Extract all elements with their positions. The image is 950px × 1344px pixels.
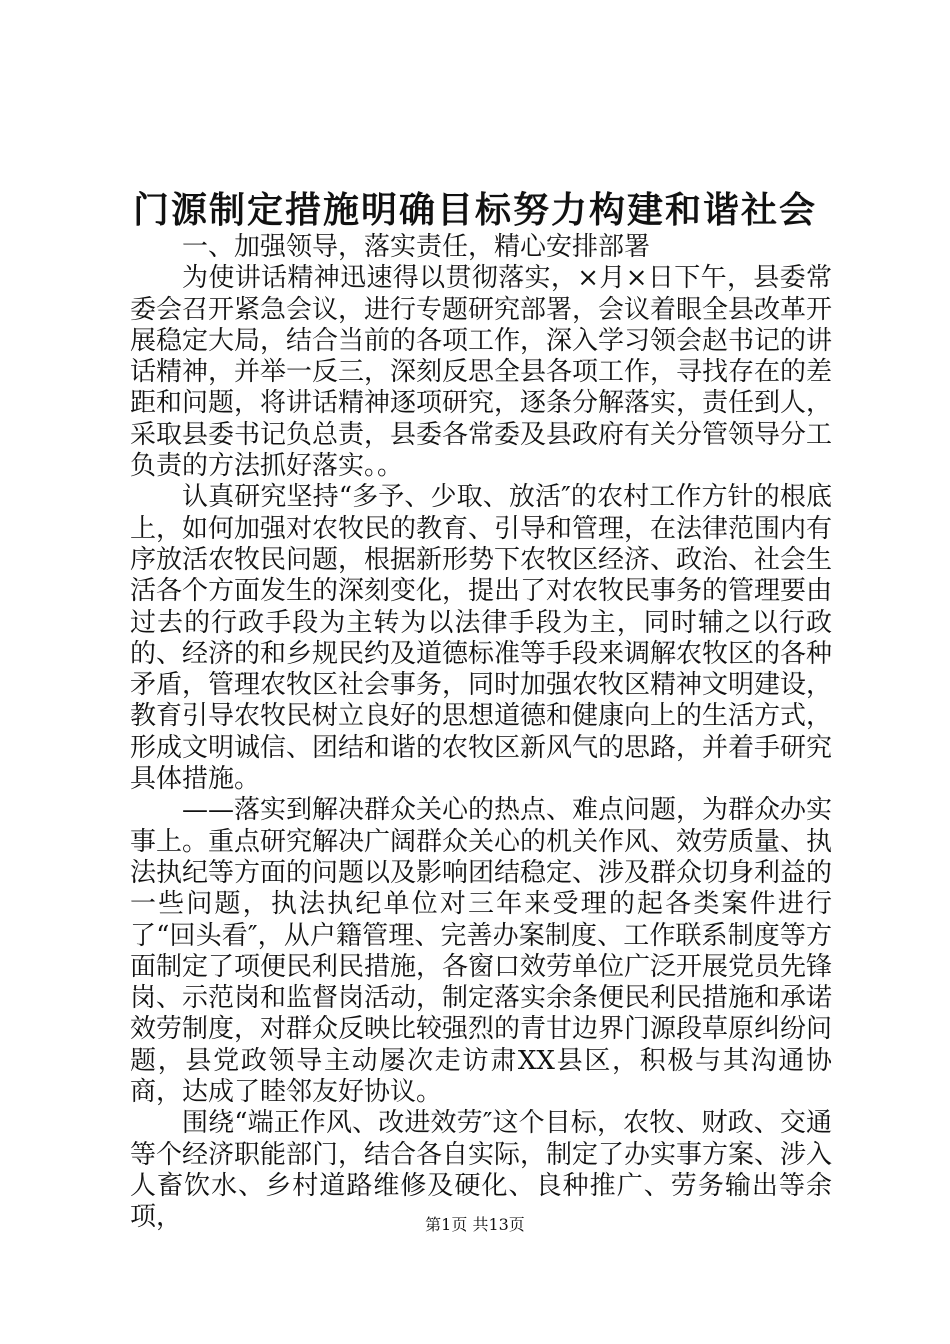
paragraph: 为使讲话精神迅速得以贯彻落实，×月×日下午，县委常委会召开紧急会议，进行专题研究部署，会议着眼全县改革开展稳定大局，结合当前的各项工作，深入学习领会赵书记的讲话精神，并举一反三，深刻反思全县各项工作，寻找存在的差距和问题，将讲话精神逐项研究，逐条分解落实，责任到人，采取县委书记负总责，县委各常委及县政府有关分管领导分工负责的方法抓好落实。。 (130, 263, 833, 482)
paragraph: 认真研究坚持“多予、少取、放活″的农村工作方针的根底上，如何加强对农牧民的教育、引导和管理，在法律范围内有序放活农牧民问题，根据新形势下农牧区经济、政治、社会生活各个方面发生的深刻变化，提出了对农牧民事务的管理要由过去的行政手段为主转为以法律手段为主，同时辅之以行政的、经济的和乡规民约及道德标准等手段来调解农牧区的各种矛盾，管理农牧区社会事务，同时加强农牧区精神文明建设，教育引导农牧民树立良好的思想道德和健康向上的生活方式，形成文明诚信、团结和谐的农牧区新风气的思路，并着手研究具体措施。 (130, 482, 833, 795)
paragraph: ——落实到解决群众关心的热点、难点问题，为群众办实事上。重点研究解决广阔群众关心的机关作风、效劳质量、执法执纪等方面的问题以及影响团结稳定、涉及群众切身利益的一些问题，执法执纪单位对三年来受理的起各类案件进行了“回头看″，从户籍管理、完善办案制度、工作联系制度等方面制定了项便民利民措施，各窗口效劳单位广泛开展党员先锋岗、示范岗和监督岗活动，制定落实余条便民利民措施和承诺效劳制度，对群众反映比较强烈的青甘边界门源段草原纠纷问题，县党政领导主动屡次走访肃XX县区，积极与其沟通协商，达成了睦邻友好协议。 (130, 795, 833, 1108)
paragraph: 围绕“端正作风、改进效劳″这个目标，农牧、财政、交通等个经济职能部门，结合各自实际，制定了办实事方案、涉入人畜饮水、乡村道路维修及硬化、良种推广、劳务输出等余项， (130, 1108, 833, 1233)
page-footer (0, 1214, 950, 1236)
document-title: 门源制定措施明确目标努力构建和谐社会 (132, 189, 817, 231)
page-indicator: 第1页 共13页 (425, 1215, 525, 1234)
document-body (130, 232, 832, 1234)
section-heading: 一、加强领导，落实责任，精心安排部署 (182, 232, 651, 262)
